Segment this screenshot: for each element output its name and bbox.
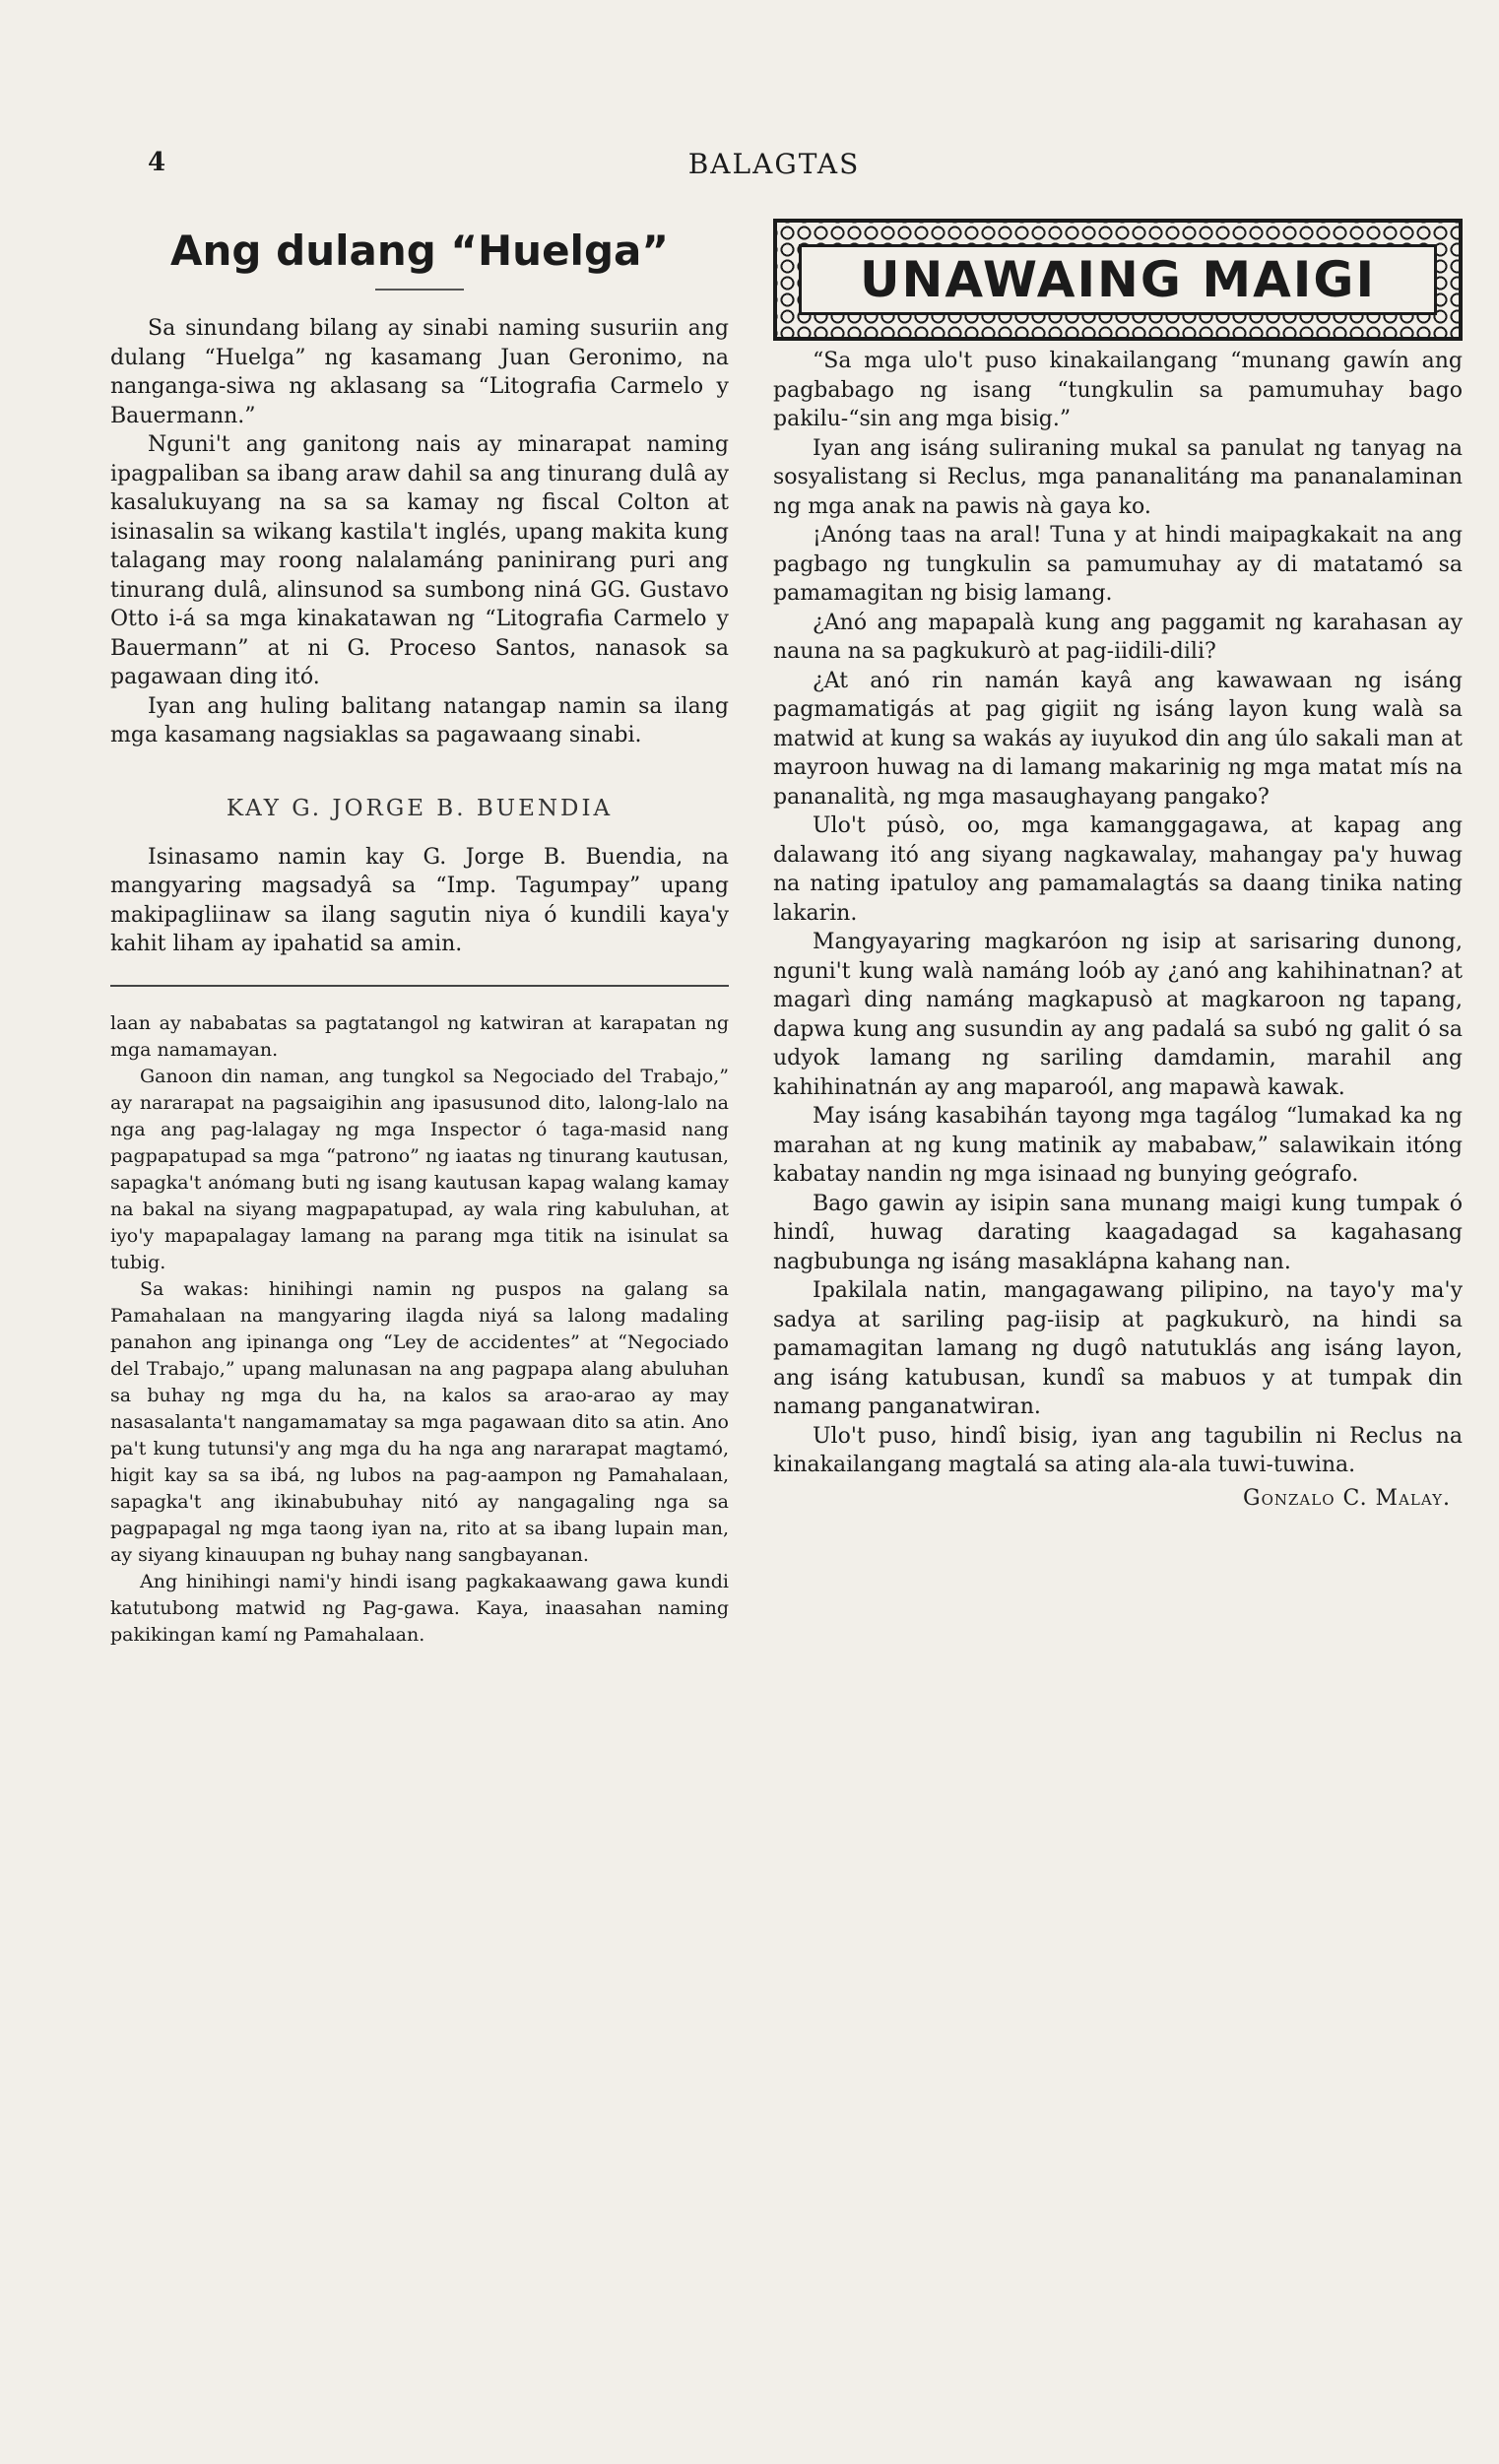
paragraph: Nguni't ang ganitong nais ay minarapat naming ipagpaliban sa ibang araw dahil sa ang tinurang dulâ ay kasalukuyang na sa sa kamay ng fiscal Colton at isinasalin sa wikang kastila't inglés, upang makita kung talagang may roong nalalamáng paninirang puri ang tinurang dulâ, alinsunod sa sumbong niná GG. Gustavo Otto i-á sa mga kinakatawan ng “Litografia Carmelo y Bauermann” at ni G. Proceso Santos, nanasok sa pagawaan ding itó. bbox=[110, 432, 729, 689]
paragraph: Bago gawin ay isipin sana munang maigi kung tumpak ó hindî, huwag darating kaagadagad sa kagahasang nagbubunga ng isáng masaklápna kahang nan. bbox=[773, 1191, 1463, 1274]
paragraph: laan ay nababatas sa pagtatangol ng katwiran at karapatan ng mga namamayan. bbox=[110, 1011, 729, 1061]
paragraph: Sa wakas: hinihingi namin ng puspos na galang sa Pamahalaan na mangyaring ilagda niyá sa lalong madaling panahon ang ipinanga ong “Ley de accidentes” at “Negociado del Trabajo,” upang malunasan na ang pagpapa alang abuluhan sa buhay ng mga du ha, na kalos sa arao-arao ay may nasasalanta't nangamamatay sa mga pagawaan dito sa atin. Ano pa't kung tutunsi'y ang mga du ha nga ang nararapat magtamó, higit kay sa sa ibá, ng lubos na pag-aampon ng Pamahalaan, sapagka't ang ikinabubuhay nitó ay nangagaling nga sa pagpapagal ng mga taong iyan na, rito at sa ibang lupain man, ay siyang kinauupan ng buhay nang sangbayanan. bbox=[110, 1277, 729, 1566]
paragraph: ¿At anó rin namán kayâ ang kawawaan ng isáng pagmamatigás at pag gigiit ng isáng layon kung walà sa matwid at kung sa wakás ay iuyukod din ang úlo sakali man at mayroon huwag na di lamang makarinig ng mga matat mís na pananalità, ng mga masaughayang pangako? bbox=[773, 668, 1463, 810]
section-divider bbox=[110, 985, 729, 987]
dedication-heading: KAY G. JORGE B. BUENDIA bbox=[226, 795, 614, 821]
paragraph: Ipakilala natin, mangagawang pilipino, na tayo'y ma'y sadya at sariling pag-iisip at pagkukurò, na hindi sa pamamagitan lamang ng dugô natutuklás ang isáng layon, ang isáng katubusan, kundî sa mabuos y at tumpak din namang panganatwiran. bbox=[773, 1278, 1463, 1419]
paragraph: Ulo't púsò, oo, mga kamanggagawa, at kapag ang dalawang itó ang siyang nagkawalay, mahangay pa'y huwag na nating ipatuloy ang pamamalagtás sa daang tinika nating lakarin. bbox=[773, 813, 1463, 926]
author-signature: Gonzalo C. Malay. bbox=[1243, 1485, 1451, 1511]
paragraph: ¡Anóng taas na aral! Tuna y at hindi maipagkakait na ang pagbago ng tungkulin sa pamumuhay ay di matatamó sa pamamagitan ng bisig lamang. bbox=[773, 523, 1463, 606]
article-body bbox=[110, 314, 729, 750]
paragraph: Iyan ang isáng suliraning mukal sa panulat ng tanyag na sosyalistang si Reclus, mga pananalitáng ma pananalaminan ng mga anak na pawis nà gaya ko. bbox=[773, 435, 1463, 519]
paragraph: ¿Anó ang mapapalà kung ang paggamit ng karahasan ay nauna na sa pagkukurò at pag-iidili-dili? bbox=[773, 610, 1463, 664]
paragraph: Ganoon din naman, ang tungkol sa Negociado del Trabajo,” ay nararapat na pagsaigihin ang ipasusunod dito, lalong-lalo na nga ang pag-lalagay ng mga Inspector ó taga-masid nang pagpapatupad sa mga “patrono” ng iaatas ng tinurang kautusan, sapagka't anómang buti ng isang kautusan kapag walang kamay na bakal na siyang magpapatupad, ay wala ring kabuluhan, at iyo'y mapapalagay lamang na parang mga titik na isinulat sa tubig. bbox=[110, 1065, 729, 1273]
paragraph: Sa sinundang bilang ay sinabi naming susuriin ang dulang “Huelga” ng kasamang Juan Geronimo, na nanganga-siwa ng aklasang sa “Litografia Carmelo y Bauermann.” bbox=[110, 316, 729, 428]
ornamental-banner bbox=[773, 219, 1463, 341]
journal-title: BALAGTAS bbox=[687, 148, 861, 180]
paragraph: Mangyayaring magkaróon ng isip at sarisaring dunong, nguni't kung walà namáng loób ay ¿anó ang kahihinatnan? at magarì ding namáng magkapusò at magkaroon ng tapang, dapwa kung ang susundin ay ang padalá sa subó ng galit ó sa udyok lamang ng sariling damdamin, marahil ang kahihinatnán ay ang maparoól, ang mapawà kawak. bbox=[773, 930, 1463, 1100]
dedication-body bbox=[110, 843, 729, 959]
essay-body bbox=[773, 347, 1463, 1480]
article-title: Ang dulang “Huelga” bbox=[170, 227, 669, 275]
right-column bbox=[773, 219, 1463, 1511]
title-rule bbox=[375, 289, 464, 291]
continued-article bbox=[110, 1010, 729, 1649]
paragraph: Iyan ang huling balitang natangap namin sa ilang mga kasamang nagsiaklas sa pagawaang sinabi. bbox=[110, 693, 729, 747]
paragraph: “Sa mga ulo't puso kinakailangang “munang gawín ang pagbabago ng isang “tungkulin sa pamumuhay bago pakilu-“sin ang mga bisig.” bbox=[773, 349, 1463, 431]
banner-title: UNAWAING MAIGI bbox=[859, 251, 1377, 308]
paragraph: Ang hinihingi nami'y hindi isang pagkakaawang gawa kundi katutubong matwid ng Pag-gawa. Kaya, inaasahan naming pakikingan kamí ng Pamahalaan. bbox=[110, 1570, 729, 1646]
banner-frame bbox=[799, 244, 1437, 315]
page-number: 4 bbox=[148, 148, 166, 177]
paragraph: May isáng kasabihán tayong mga tagálog “lumakad ka ng marahan at ng kung matinik ay mababaw,” salawikain itóng kabatay nandin ng mga isinaad ng bunying geógrafo. bbox=[773, 1104, 1463, 1187]
paragraph: Isinasamo namin kay G. Jorge B. Buendia, na mangyaring magsadyâ sa “Imp. Tagumpay” upang makipagliinaw sa ilang sagutin niya ó kundili kaya'y kahit liham ay ipahatid sa amin. bbox=[110, 844, 729, 956]
running-head bbox=[148, 148, 1401, 187]
left-column bbox=[110, 219, 729, 1649]
paragraph: Ulo't puso, hindî bisig, iyan ang tagubilin ni Reclus na kinakailangang magtalá sa ating ala-ala tuwi-tuwina. bbox=[773, 1423, 1463, 1477]
